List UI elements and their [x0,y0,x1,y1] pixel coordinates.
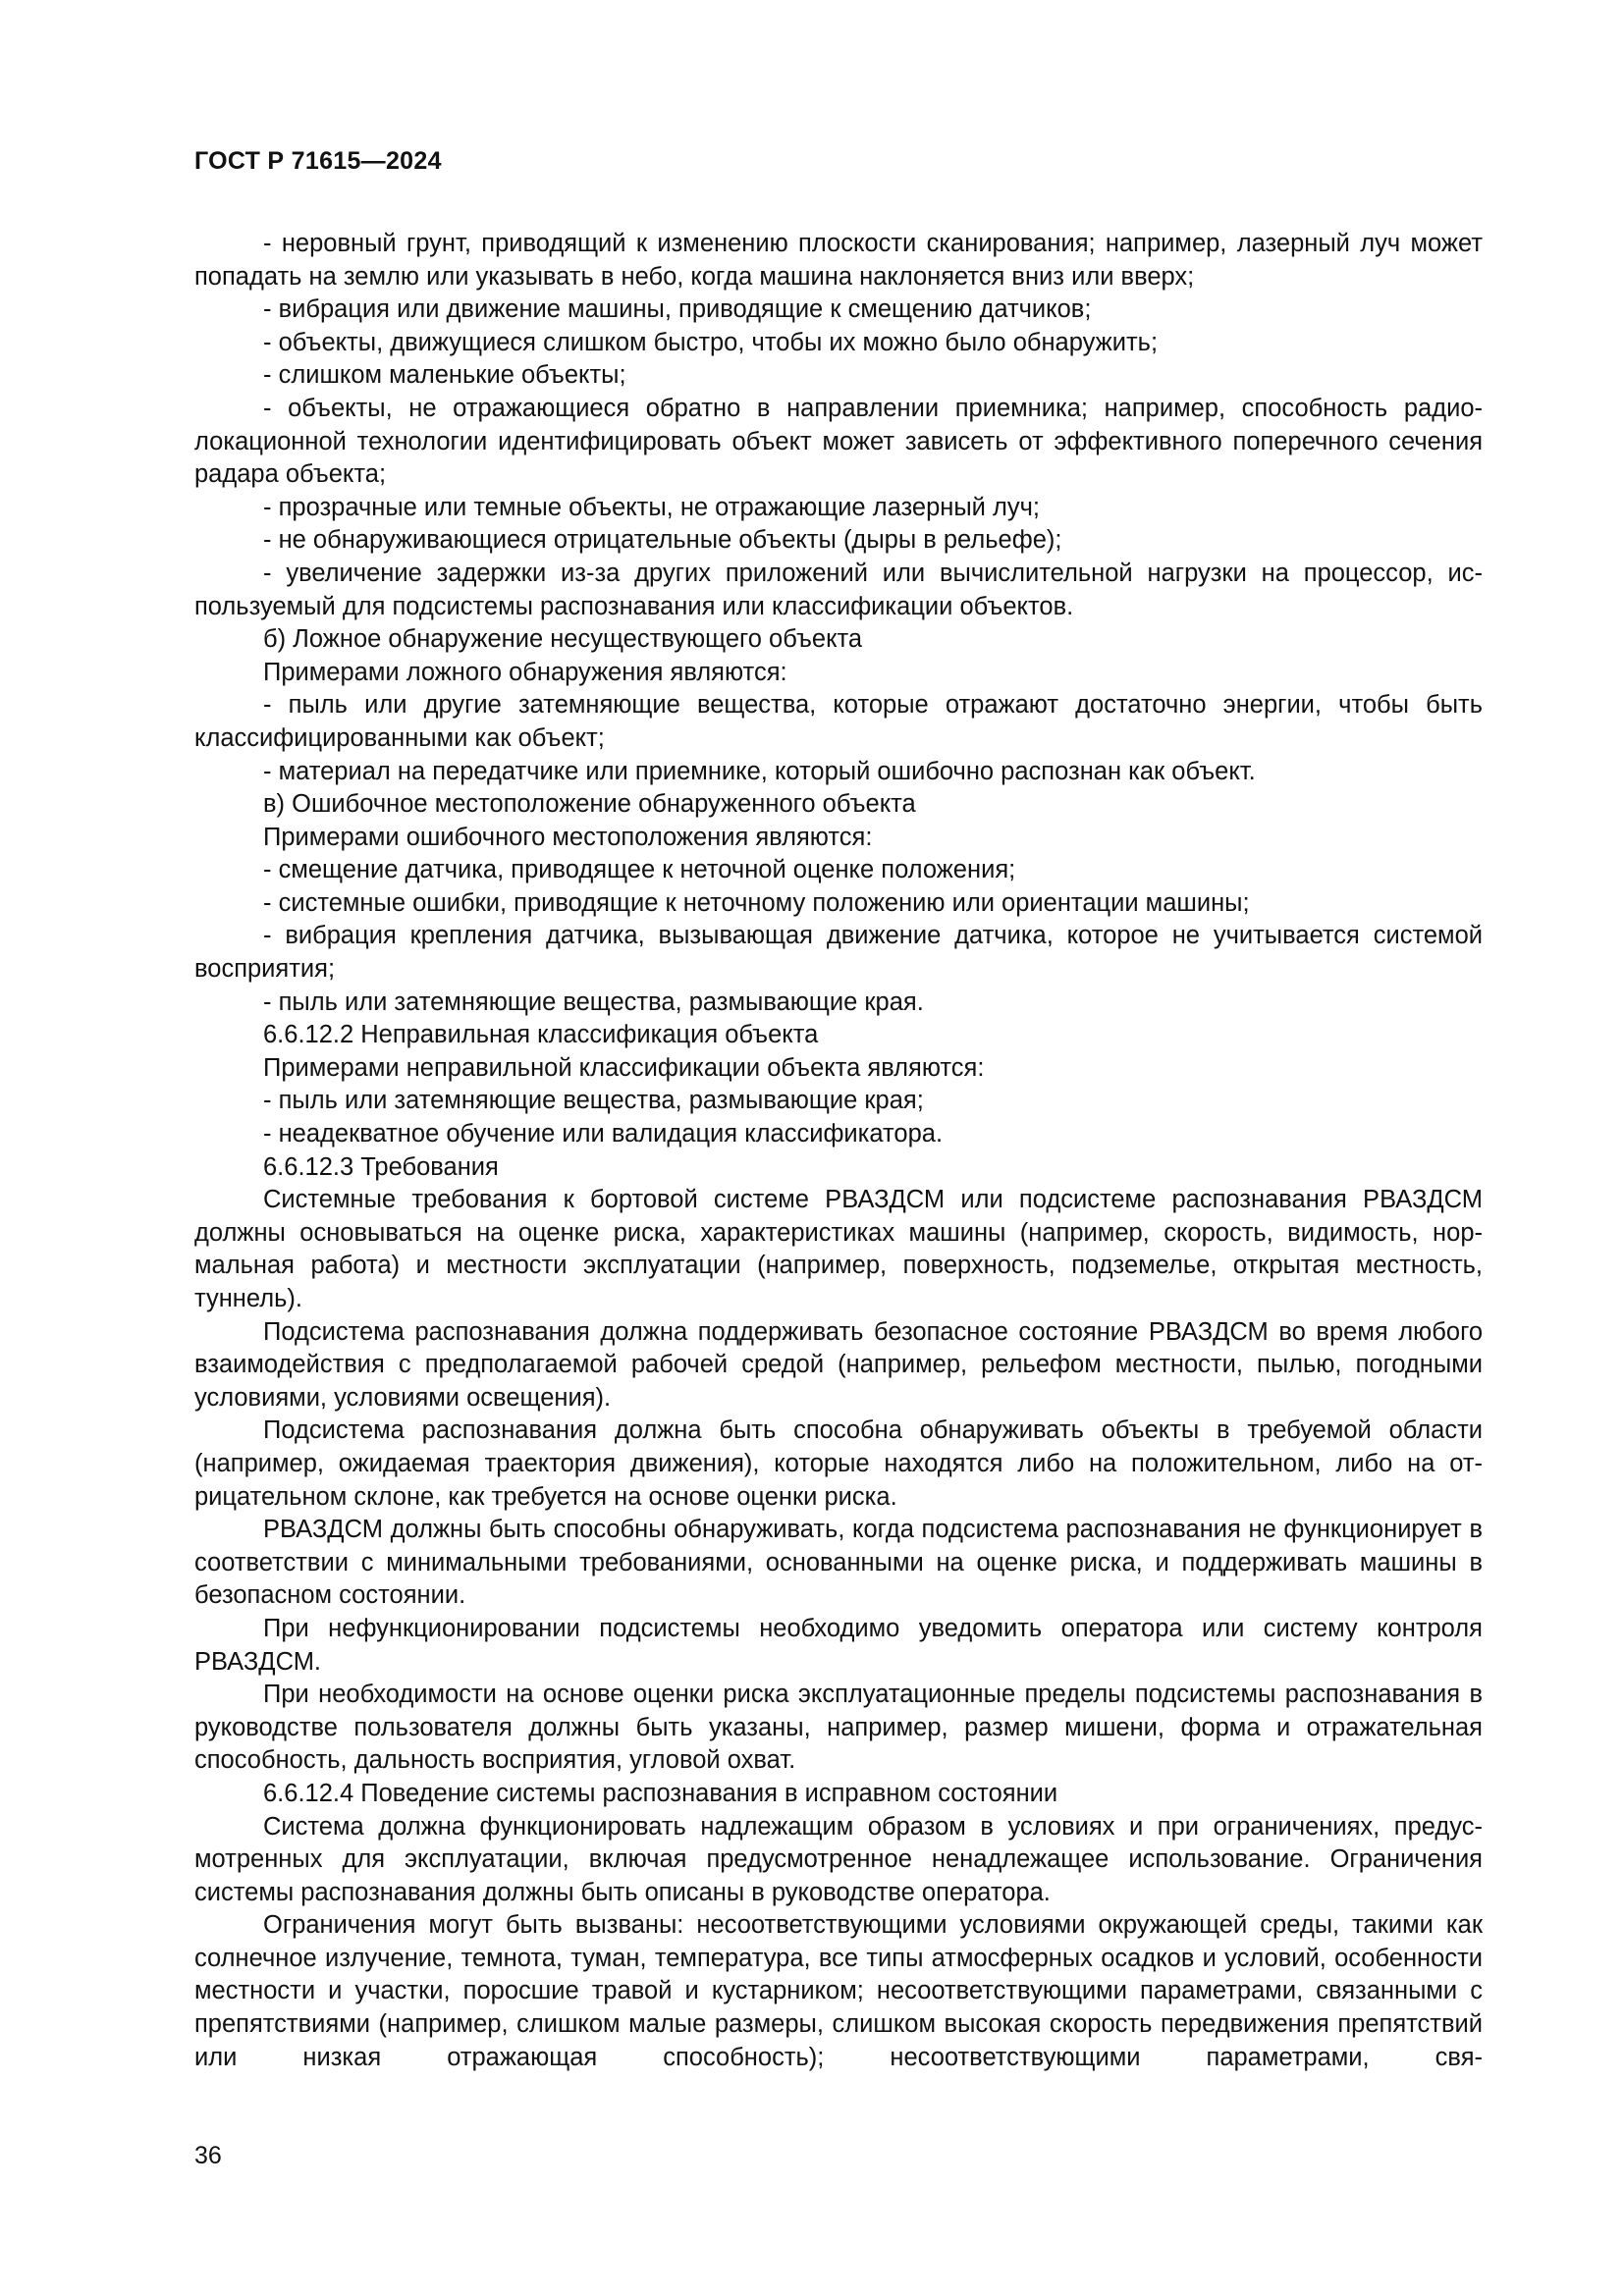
paragraph: Примерами ложного обнаружения являются: [263,658,787,686]
paragraph: - объекты, движущиеся слишком быстро, чтобы их можно было обнаружить; [263,328,1159,356]
paragraph: - слишком маленькие объекты; [263,361,626,390]
paragraph: - увеличение задержки из-за других приложений или вычислительной нагрузки на процессор, используемый для подсистемы распознавания или классификации объектов. [194,559,1483,620]
paragraph: При необходимости на основе оценки риска эксплуатационные пределы подсистемы распознавания в руководстве пользователя должны быть указаны, например, размер мишени, форма и отражательная способность, дальность восприятия, угловой охват. [194,1681,1483,1775]
paragraph: - не обнаруживающиеся отрицательные объекты (дыры в рельефе); [263,526,1062,555]
paragraph: - системные ошибки, приводящие к неточному положению или ориентации машины; [263,888,1250,917]
paragraph: - прозрачные или темные объекты, не отражающие лазерный луч; [263,493,1040,521]
paragraph: РВАЗДСМ должны быть способны обнаруживать, когда подсистема распознавания не функционирует в соответствии с минимальными требованиями, основанными на оценке риска, и поддерживать машины в безопасном состоянии. [194,1516,1483,1610]
paragraph: - пыль или затемняющие вещества, размывающие края. [263,988,924,1016]
paragraph: - неадекватное обучение или валидация классификатора. [263,1120,944,1148]
paragraph: - вибрация крепления датчика, вызывающая движение датчика, которое не учитывается системой восприятия; [194,922,1483,984]
paragraph: Ограничения могут быть вызваны: несоответствующими условиями окружающей среды, такими как солнечное излучение, темнота, туман, температура, все типы атмосферных осадков и условий, особенности местности и участки, поросшие травой и кустарником; несоответствующими параметрами, связанными с препятствиями (например, слишком малые размеры, слишком высокая скорость передвижения препятствий или низкая отражающая способность); несоответствующими параметрами, свя- [194,1911,1483,2071]
paragraph: Примерами неправильной классификации объекта являются: [263,1053,985,1082]
paragraph: Система должна функционировать надлежащим образом в условиях и при ограничениях, предусмотренных для эксплуатации, включая предусмотренное ненадлежащее использование. Ограничения системы распознавания должны быть описаны в руководстве оператора. [194,1812,1483,1906]
section-heading: 6.6.12.2 Неправильная классификация объекта [263,1021,819,1049]
paragraph: - объекты, не отражающиеся обратно в направлении приемника; например, способность радиолокационной технологии идентифицировать объект может зависеть от эффективного поперечного сечения радара объекта; [194,394,1483,489]
section-subheading: б) Ложное обнаружение несуществующего объекта [263,625,863,654]
page-number: 36 [194,2142,222,2169]
document-code-header: ГОСТ Р 71615—2024 [194,147,442,175]
paragraph: Примерами ошибочного местоположения являются: [263,823,873,851]
paragraph: Подсистема распознавания должна быть способна обнаруживать объекты в требуемой области (например, ожидаемая траектория движения), которые находятся либо на положительном, либо на отрицательном склоне, как требуется на основе оценки риска. [194,1416,1483,1511]
section-heading: 6.6.12.4 Поведение системы распознавания в исправном состоянии [263,1779,1058,1807]
document-body [194,228,1483,2074]
paragraph: - пыль или другие затемняющие вещества, которые отражают достаточно энергии, чтобы быть классифицированными как объект; [194,691,1483,752]
paragraph: - неровный грунт, приводящий к изменению плоскости сканирования; например, лазерный луч может попадать на землю или указывать в небо, когда машина наклоняется вниз или вверх; [194,230,1483,291]
paragraph: Системные требования к бортовой системе РВАЗДСМ или подсистеме распознавания РВАЗДСМ должны основываться на оценке риска, характеристиках машины (например, скорость, видимость, нормальная работа) и местности эксплуатации (например, поверхность, подземелье, открытая местность, туннель). [194,1186,1483,1312]
paragraph: - вибрация или движение машины, приводящие к смещению датчиков; [263,295,1092,324]
section-subheading: в) Ошибочное местоположение обнаруженного объекта [263,790,916,819]
paragraph: При нефункционировании подсистемы необходимо уведомить оператора или систему контроля РВАЗДСМ. [194,1614,1483,1676]
paragraph: - пыль или затемняющие вещества, размывающие края; [263,1087,924,1115]
section-heading: 6.6.12.3 Требования [263,1152,499,1181]
paragraph: - материал на передатчике или приемнике, который ошибочно распознан как объект. [263,757,1256,785]
paragraph: - смещение датчика, приводящее к неточной оценке положения; [263,856,1016,884]
paragraph: Подсистема распознавания должна поддерживать безопасное состояние РВАЗДСМ во время любого взаимодействия с предполагаемой рабочей средой (например, рельефом местности, пылью, погодными условиями, условиями освещения). [194,1317,1483,1412]
